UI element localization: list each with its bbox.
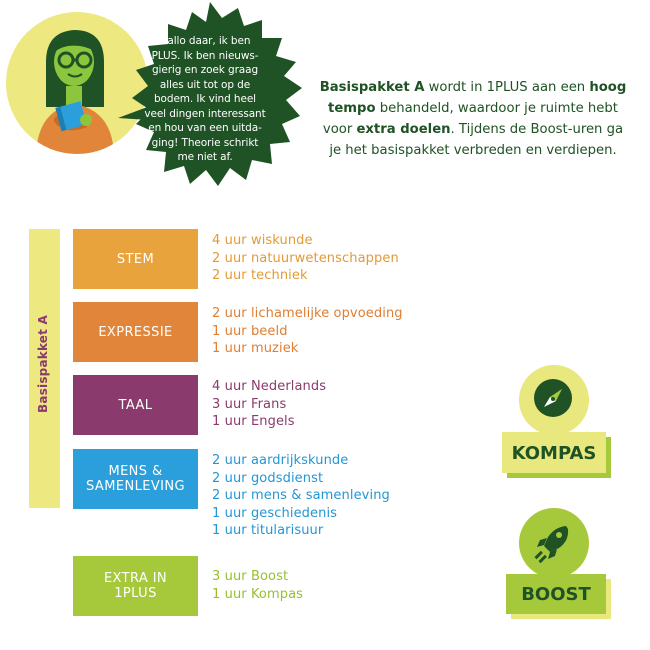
- boost-badge: [500, 505, 616, 621]
- svg-text:KOMPAS: KOMPAS: [511, 443, 597, 464]
- list-item: 2 uur mens & samenleving: [212, 488, 390, 503]
- list-item: 4 uur wiskunde: [212, 233, 313, 248]
- list-item: 2 uur natuurwetenschappen: [212, 250, 399, 266]
- list-item: 1 uur titularisuur: [212, 523, 324, 538]
- list-item: 3 uur Frans: [212, 396, 287, 412]
- list-item: 2 uur aardrijkskunde: [212, 453, 349, 468]
- list-item: 3 uur Boost: [212, 569, 289, 584]
- intro-paragraph: Basispakket A wordt in 1PLUS aan een hoog tempo behandeld, waardoor je ruimte hebt voor extra doelen. Tijdens de Boost-uren ga je het basispakket verbreden en verdiepen.: [319, 80, 627, 158]
- category-mens-samenleving-list: [212, 452, 390, 540]
- list-item: 2 uur techniek: [212, 268, 308, 283]
- category-taal-list: [212, 378, 326, 431]
- kompas-badge: [496, 358, 620, 484]
- speech-bubble-text: Hallo daar, ik ben PLUS. Ik ben nieuws- gierig en zoek graag alles uit tot op de bodem. Ik vind heel veel dingen interessant en hou van een uitda- ging! Theorie schrikt me niet af.: [144, 35, 266, 163]
- list-item: 1 uur beeld: [212, 323, 288, 339]
- category-extra-box: EXTRA IN 1PLUS: [73, 556, 198, 616]
- list-item: 2 uur lichamelijke opvoeding: [212, 306, 403, 321]
- list-item: 1 uur muziek: [212, 341, 299, 356]
- list-item: 2 uur godsdienst: [212, 470, 324, 486]
- category-extra-list: [212, 568, 303, 603]
- list-item: 1 uur geschiedenis: [212, 505, 338, 521]
- basispakket-label: Basispakket A: [36, 315, 50, 413]
- svg-text:BOOST: BOOST: [521, 584, 591, 605]
- list-item: 1 uur Engels: [212, 414, 295, 429]
- category-taal-box: TAAL: [73, 375, 198, 435]
- list-item: 4 uur Nederlands: [212, 379, 327, 394]
- category-expressie-list: [212, 305, 403, 358]
- category-stem-box: STEM: [73, 229, 198, 289]
- basispakket-bar: [29, 229, 60, 508]
- category-stem-list: [212, 232, 399, 285]
- list-item: 1 uur Kompas: [212, 586, 304, 602]
- category-expressie-box: EXPRESSIE: [73, 302, 198, 362]
- category-mens-samenleving-box: MENS & SAMENLEVING: [73, 449, 198, 509]
